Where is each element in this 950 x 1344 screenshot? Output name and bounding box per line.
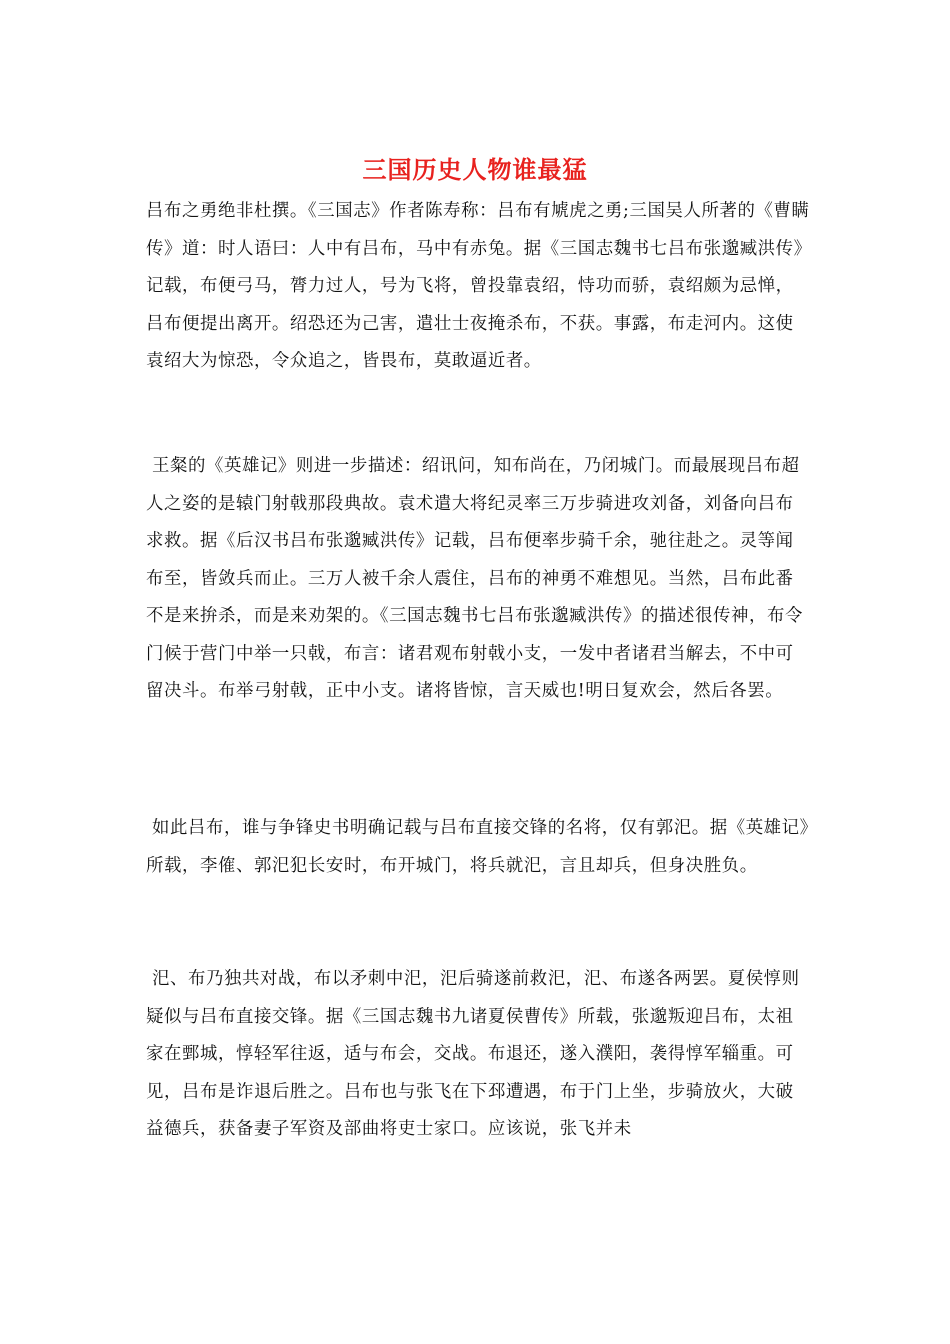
- paragraph-4: 汜、布乃独共对战，布以矛刺中汜，汜后骑遂前救汜，汜、布遂各两罢。夏侯惇则疑似与吕布直接交锋。据《三国志魏书九诸夏侯曹传》所载，张邈叛迎吕布，太祖家在鄄城，惇轻军往返，适与布会，交战。布退还，遂入濮阳，袭得惇军辎重。可见，吕布是诈退后胜之。吕布也与张飞在下邳遭遇，布于门上坐，步骑放火，大破益德兵，获备妻子军资及部曲将吏士家口。应该说，张飞并未: [146, 969, 800, 1139]
- paragraph-1: 吕布之勇绝非杜撰。《三国志》作者陈寿称：吕布有虓虎之勇;三国吴人所著的《曹瞒传》道：时人语曰：人中有吕布，马中有赤兔。据《三国志魏书七吕布张邈臧洪传》记载，布便弓马，膂力过人，号为飞将，曾投靠袁绍，恃功而骄，袁绍颇为忌惮，吕布便提出离开。绍恐还为己害，遣壮士夜掩杀布，不获。事露，布走河内。这使袁绍大为惊恐，令众追之，皆畏布，莫敢逼近者。: [146, 201, 810, 371]
- paragraph-2: 王粲的《英雄记》则进一步描述：绍讯问，知布尚在，乃闭城门。而最展现吕布超人之姿的是辕门射戟那段典故。袁术遣大将纪灵率三万步骑进攻刘备，刘备向吕布求救。据《后汉书吕布张邈臧洪传》记载，吕布便率步骑千余，驰往赴之。灵等闻布至，皆敛兵而止。三万人被千余人震住，吕布的神勇不难想见。当然，吕布此番不是来拚杀，而是来劝架的。《三国志魏书七吕布张邈臧洪传》的描述很传神，布令门候于营门中举一只戟，布言：诸君观布射戟小支，一发中者诸君当解去，不中可留决斗。布举弓射戟，正中小支。诸将皆惊，言天威也!明日复欢会，然后各罢。: [146, 456, 803, 701]
- document-title: 三国历史人物谁最猛: [362, 155, 588, 184]
- paragraph-3: 如此吕布，谁与争锋史书明确记载与吕布直接交锋的名将，仅有郭汜。据《英雄记》所载，李傕、郭汜犯长安时，布开城门，将兵就汜，言且却兵，但身决胜负。: [146, 818, 809, 876]
